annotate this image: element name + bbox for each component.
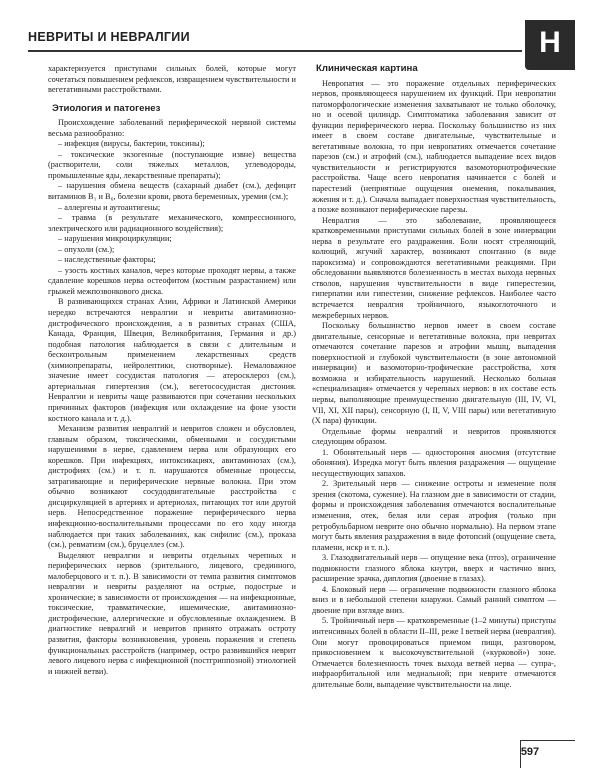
paragraph: 4. Блоковый нерв — ограничение подвижности глазного яблока вниз и в небольшой степени кнаружи. Самый ранний симптом — двоение при взгляде вниз. (312, 584, 556, 615)
paragraph: Происхождение заболеваний периферической нервной системы весьма разнообразно: (48, 118, 296, 138)
paragraph: Выделяют невралгии и невриты отдельных черепных и периферических нервов (зрительного, лицевого, срединного, малоберцового и т. п.). В зависимости от темпа развития симптомов невралгии и невриты разделяют на острые, подострые и хронические; в зависимости от происхождения — на инфекционные, токсические, травматические, ишемические, авитаминозно-дистрофические, аллергические и обусловленные охлаждением. В диагностике невралгий и невритов принято отражать остроту развития, факторы возникновения, уровень поражения и степень функциональных расстройств (например, остро развившийся неврит левого лицевого нерва с инфекционной (постгриппозной) этиологией и нижней ветви). (48, 550, 296, 676)
paragraph: – узость костных каналов, через которые проходят нервы, а также сдавление корешков нерва остеофитом (костным разрастанием) или грыжей межпозвонкового диска. (48, 265, 296, 296)
paragraph: характеризуется приступами сильных болей, которые могут сочетаться повышением рефлексов, извращением чувствительности и вегетативными расстройствами. (48, 64, 296, 95)
paragraph: – опухоли (см.); (58, 244, 115, 254)
paragraph: – инфекция (вирусы, бактерии, токсины); (58, 139, 205, 149)
paragraph: 1. Обонятельный нерв — одностороння аносмия (отсутствие обоняния). Изредка могут быть явления раздражения — ощущение несуществующих запахов. (312, 447, 556, 478)
paragraph: – токсические экзогенные (поступающие извне) вещества (растворители, соли тяжелых металлов, углеводороды, промышленные яды, лекарственные препараты); (48, 149, 296, 180)
left-column (48, 64, 296, 677)
paragraph: – аллергены и аутоантигены; (58, 202, 161, 212)
paragraph: Невралгия — это заболевание, проявляющееся кратковременными приступами сильных болей в зоне иннервации нерва в результате его раздражения. Боли носят стреляющий, колющий, жгучий характер, возникают спонтанно (в виде пароксизма) и сопровождаются вегетативными реакциями. При обследовании выявляются болезненность в местах выхода нервных стволов, нарушения чувствительности в виде гиперестезии, гиперпатии или гипестезии, снижение рефлексов. Наиболее часто встречается невралгия тройничного, языкоглоточного и межреберных нервов. (312, 215, 556, 320)
paragraph: Отдельные формы невралгий и невритов проявляются следующим образом. (312, 426, 556, 447)
paragraph: – наследственные факторы; (58, 255, 156, 265)
paragraph: 5. Тройничный нерв — кратковременные (1–2 минуты) приступы интенсивных болей в области II–III, реже I ветвей нерва (невралгия). Они могут провоцироваться приемом пищи, разговором, прикосновением к высокочувствительной («курковой») зоне. Отмечается болезненность точек выхода ветвей нерва — супра-, инфраорбитальной или медиальной; при неврите отмечаются длительные боли, выпадение чувствительности на лице. (312, 616, 556, 689)
paragraph: Поскольку большинство нервов имеет в своем составе двигательные, сенсорные и вегетативные волокна, при невритах отмечаются сочетание парезов и атрофии мышц, выпадения поверхностной и глубокой чувствительности (в зоне автономной иннервации) и вазомоторно-трофические расстройства, хотя возможна и избирательность нарушений. Несколько больная «специализация» отмечается у черепных нервов: в их составе есть нервы, выполняющие преимущественно двигательную (III, IV, VI, VII, XI, XII пары), сенсорную (I, II, V, VIII пары) или вегетативную (X пара) функции. (312, 321, 556, 426)
letter-index: Н (539, 26, 561, 59)
section-heading: Клиническая картина (316, 63, 418, 74)
paragraph: – нарушения обмена веществ (сахарный диабет (см.), дефицит витаминов B₁ и B₆, болезни крови, рвота беременных, уремия (см.); (48, 181, 296, 202)
right-column (312, 64, 556, 690)
paragraph: – нарушения микроциркуляции; (58, 234, 172, 244)
paragraph: – травма (в результате механического, компрессионного, электрического или радиационного воздействия); (48, 213, 296, 233)
running-head-title: НЕВРИТЫ И НЕВРАЛГИИ (28, 30, 190, 44)
paragraph: 2. Зрительный нерв — снижение остроты и изменение поля зрения (скотома, сужение). На глазном дне в зависимости от стадии, формы и происхождения заболевания отмечаются воспалительные изменения, отек, белая или серая атрофия (только при ретробульбарном неврите оно обычно нормально). На первом этапе могут быть явления раздражения в виде фотопсий (ощущение света, пламени, искр и т. п.). (312, 479, 556, 552)
paragraph: Невропатия — это поражение отдельных периферических нервов, проявляющееся нарушением их функций. При невропатии патоморфологические изменения захватывают не только оболочку, но и осевой цилиндр. Симптоматика заболевания зависит от функции периферического нерва. Поскольку большинство из них имеет в своем составе двигательные, чувствительные и вегетативные волокна, то при невропатиях отмечается сочетание парезов (см.) и атрофий (см.), наблюдается выпадение всех видов чувствительности и регистрируются вазомоторнотрофические расстройства. Чаще всего невропатия начинается с болей и парестезий (неприятные ощущения онемения, покалывания, жжения и т. д.). Сначала выпадает поверхностная чувствительность, а позже возникают периферические парезы. (312, 78, 556, 215)
page-number-rule (520, 740, 575, 741)
paragraph: Механизм развития невралгий и невритов сложен и обусловлен, главным образом, токсическими, обменными и сосудистыми нарушениями в нерве, сдавлением нерва или образующих его корешков. При инфекциях, интоксикациях, авитаминозах (см.), дистрофиях (см.) и т. п. нарушаются обменные процессы, затрагивающие и периферические нервные волокна. При этом обычно возникают сосудодвигательные расстройства с дисциркуляцией в артериях и артериолах, питающих тот или другой нерв. Непосредственное поражение периферического нерва инфекционно-воспалительными процессами по его ходу иногда наблюдается при таких заболеваниях, как сифилис (см.), проказа (см.), ревматизм (см.), бруцеллез (см.). (48, 424, 296, 550)
section-heading: Этиология и патогенез (52, 102, 161, 114)
letter-index-tab (525, 20, 575, 70)
page-number: 597 (520, 746, 540, 758)
page-number-box (510, 746, 550, 762)
paragraph: 3. Глазодвигательный нерв — опущение века (птоз), ограничение подвижности глазного яблока кнутри, вверх и частично вниз, расширение зрачка, диплопия (двоение в глазах). (312, 553, 556, 584)
page-header (28, 28, 522, 52)
paragraph: В развивающихся странах Азии, Африки и Латинской Америки нередко встречаются невралгии и невриты авитаминозно-дистрофического происхождения, а в развитых странах (США, Канада, Франция, Швеция, Великобритания, Германия и др.) подобная патология наблюдается в связи с длительным и бесконтрольным применением лекарственных средств (химиопрепараты, нейролептики, снотворные). Немаловажное значение имеет сосудистая патология — атеросклероз (см.), артериальная гипертензия (см.), вегетососудистая дистония. Невралгии и невриты чаще развиваются при сочетании нескольких причинных факторов (инфекция или охлаждение на фоне узости костного канала и т. д.). (48, 297, 296, 423)
